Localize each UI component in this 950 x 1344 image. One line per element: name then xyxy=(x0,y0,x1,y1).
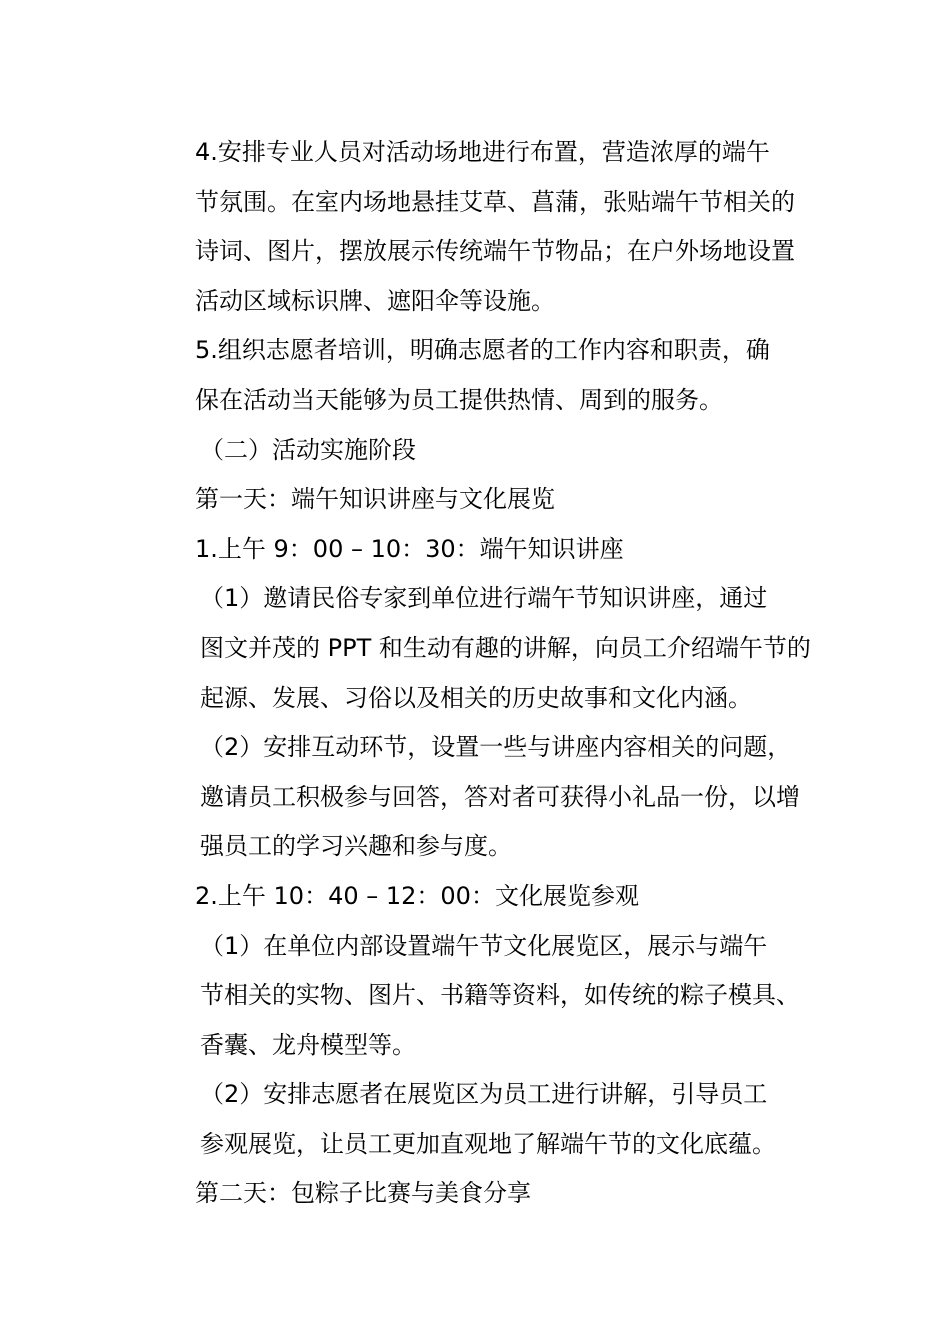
day-two-heading xyxy=(145,1169,835,1219)
text-line: 图文并茂的 PPT 和生动有趣的讲解，向员工介绍端午节的 xyxy=(200,633,811,662)
schedule-item-exhibition xyxy=(145,872,835,922)
paragraph-volunteer-training xyxy=(145,326,835,425)
text-line: 香囊、龙舟模型等。 xyxy=(200,1030,416,1059)
schedule-item-lecture xyxy=(145,525,835,575)
document-body xyxy=(145,128,835,1219)
paragraph-exhibition-area xyxy=(145,922,835,1071)
text-line: 邀请员工积极参与回答，答对者可获得小礼品一份，以增 xyxy=(200,782,800,811)
paragraph-interactive-session xyxy=(145,723,835,872)
text-line: 起源、发展、习俗以及相关的历史故事和文化内涵。 xyxy=(200,683,752,712)
paragraph-expert-lecture xyxy=(145,574,835,723)
text-line: 第一天：端午知识讲座与文化展览 xyxy=(195,485,555,514)
text-line: 2.上午 10：40 – 12：00：文化展览参观 xyxy=(195,881,639,910)
text-line: （2）安排志愿者在展览区为员工进行讲解，引导员工 xyxy=(200,1080,768,1109)
day-one-heading xyxy=(145,475,835,525)
section-heading-implementation xyxy=(145,426,835,476)
text-line: 1.上午 9：00 – 10：30：端午知识讲座 xyxy=(195,534,624,563)
text-line: （1）在单位内部设置端午节文化展览区，展示与端午 xyxy=(200,931,768,960)
text-line: 诗词、图片，摆放展示传统端午节物品；在户外场地设置 xyxy=(195,237,795,266)
text-line: （1）邀请民俗专家到单位进行端午节知识讲座，通过 xyxy=(200,584,768,613)
text-line: 节氛围。在室内场地悬挂艾草、菖蒲，张贴端午节相关的 xyxy=(195,187,795,216)
paragraph-site-decoration xyxy=(145,128,835,326)
text-line: 第二天：包粽子比赛与美食分享 xyxy=(195,1179,531,1208)
text-line: 参观展览，让员工更加直观地了解端午节的文化底蕴。 xyxy=(200,1129,776,1158)
text-line: 强员工的学习兴趣和参与度。 xyxy=(200,832,512,861)
text-line: （二）活动实施阶段 xyxy=(200,435,416,464)
paragraph-guided-tour xyxy=(145,1070,835,1169)
text-line: 活动区域标识牌、遮阳伞等设施。 xyxy=(195,286,555,315)
text-line: （2）安排互动环节，设置一些与讲座内容相关的问题， xyxy=(200,733,792,762)
text-line: 节相关的实物、图片、书籍等资料，如传统的粽子模具、 xyxy=(200,981,800,1010)
text-line: 5.组织志愿者培训，明确志愿者的工作内容和职责，确 xyxy=(195,336,770,365)
text-line: 4.安排专业人员对活动场地进行布置，营造浓厚的端午 xyxy=(195,138,770,166)
text-line: 保在活动当天能够为员工提供热情、周到的服务。 xyxy=(195,385,723,414)
